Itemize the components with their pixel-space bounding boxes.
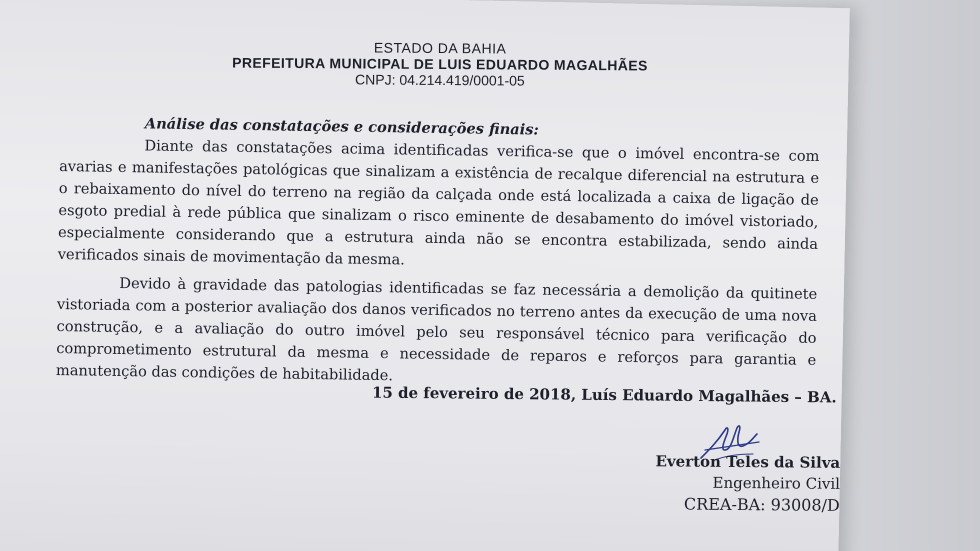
letterhead [190,38,690,89]
signatory-role: Engenheiro Civil [712,473,841,493]
signatory-registration: CREA-BA: 93008/D [683,494,840,515]
report-body [56,112,820,394]
state-name: ESTADO DA BAHIA [373,39,507,57]
paragraph-findings: Diante das constatações acima identificadas verifica-se que o imóvel encontra-se com avarias e manifestações patológicas que sinalizam a existência de recalque diferencial na estrutura e o rebaixamento do nível do terreno na região da calçada onde está localizada a caixa de ligação de esgoto predial à rede pública que sinalizam o risco eminente de desabamento do imóvel vistoriado, especialmente considerando que a estrutura ainda não se encontra estabilizada, sendo ainda verificados sinais de movimentação da mesma. [57,137,820,269]
section-title: Análise das constatações e considerações finais: [144,115,539,139]
municipality-name: PREFEITURA MUNICIPAL DE LUIS EDUARDO MAGALHÃES [232,54,648,74]
date-location: 15 de fevereiro de 2018, Luís Eduardo Magalhães – BA. [371,383,837,407]
signatory-name: Everton Teles da Silva [655,452,841,472]
cnpj-number: CNPJ: 04.214.419/0001-05 [354,71,525,89]
signature-block [640,451,841,516]
paragraph-recommendations: Devido à gravidade das patologias identificadas se faz necessária a demolição da quitinete vistoriada com a posterior avaliação dos danos verificados no terreno antes da execução de uma nova construção, e a avaliação do outro imóvel pelo seu responsável técnico para verificação do comprometimento estrutural da mesma e necessidade de reparos e reforços para garantia e manutenção das condições de habitabilidade. [55,274,818,385]
